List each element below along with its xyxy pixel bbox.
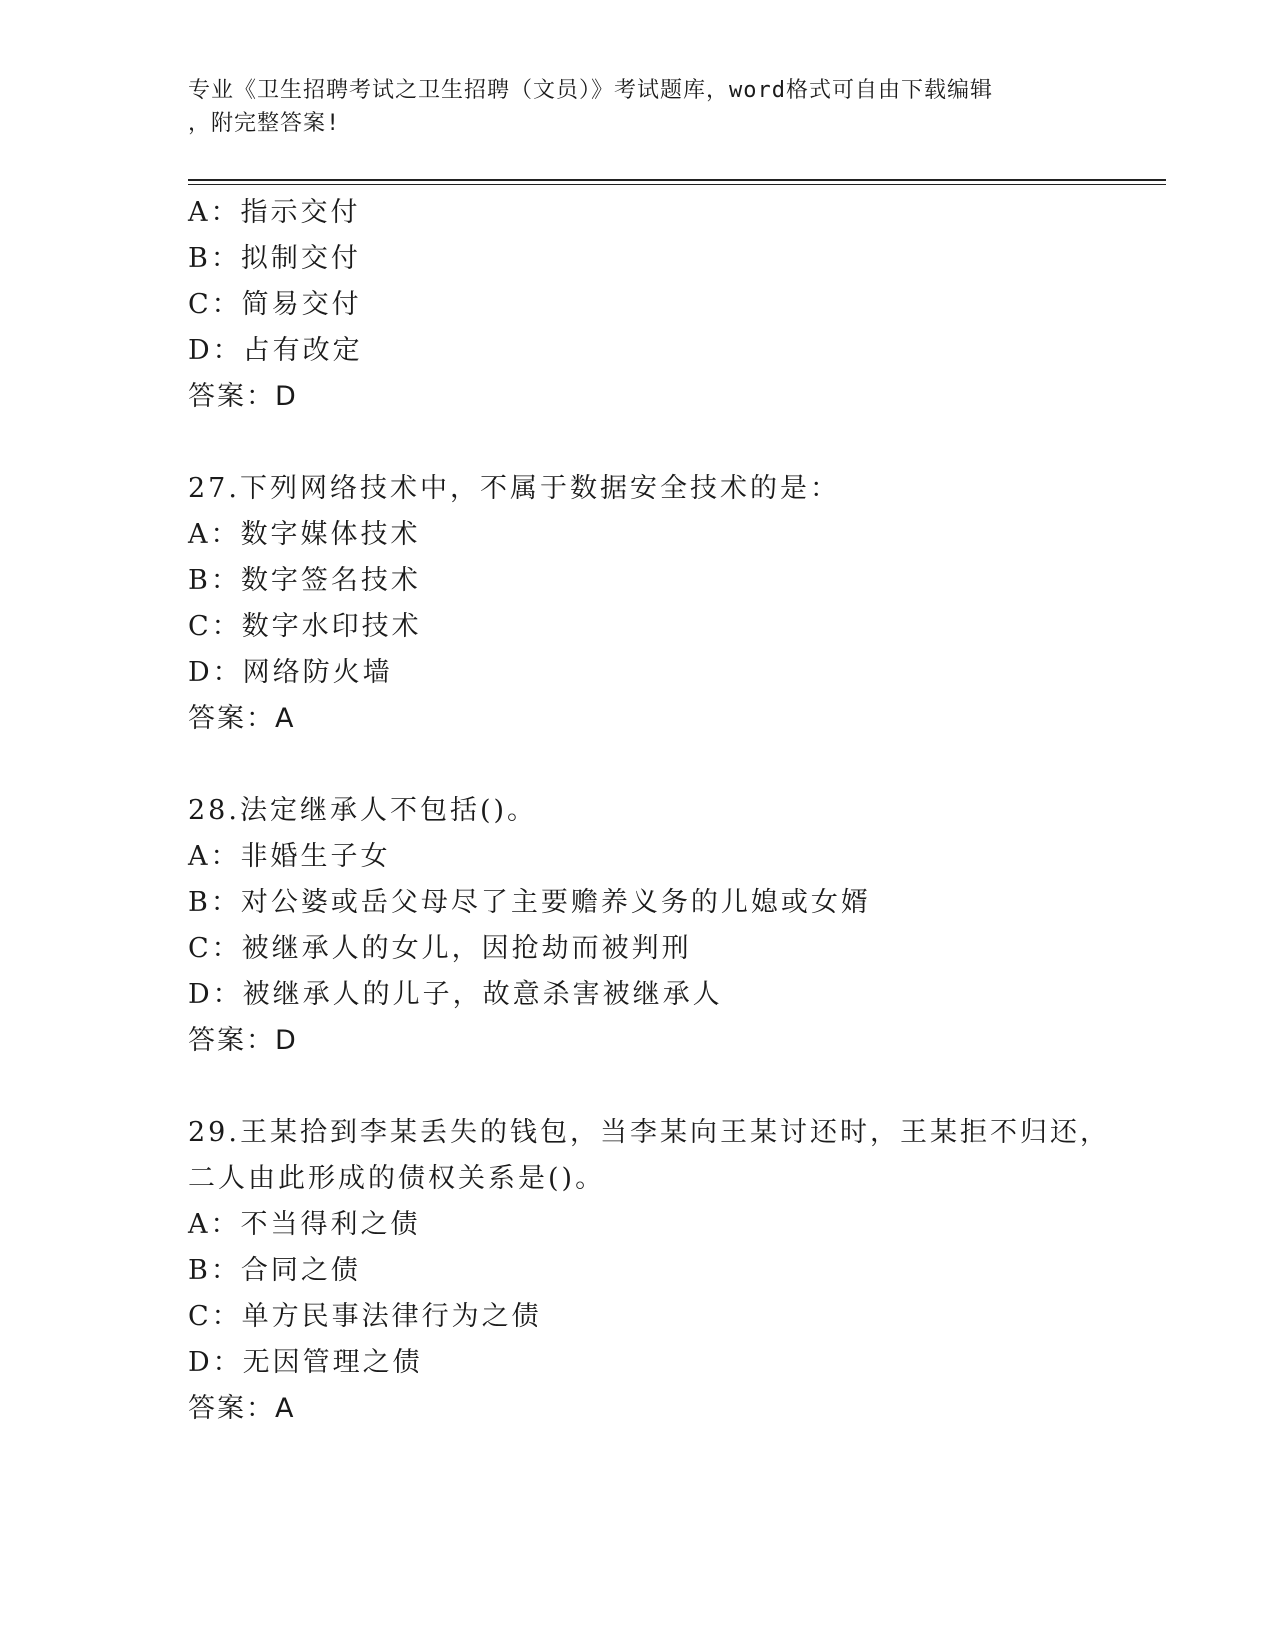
question-29 bbox=[188, 1110, 1168, 1432]
question-26-continued bbox=[188, 190, 1168, 420]
question-stem: 27.下列网络技术中，不属于数据安全技术的是： bbox=[188, 473, 840, 504]
option-b: B：合同之债 bbox=[188, 1255, 361, 1286]
question-stem: 28.法定继承人不包括()。 bbox=[188, 795, 538, 826]
document-header bbox=[188, 74, 1088, 140]
option-c: C：数字水印技术 bbox=[188, 611, 422, 642]
answer: 答案：D bbox=[188, 1025, 298, 1056]
option-d: D：网络防火墙 bbox=[188, 657, 393, 688]
option-a: A：不当得利之债 bbox=[188, 1209, 421, 1240]
option-a: A：非婚生子女 bbox=[188, 841, 391, 872]
option-c: C：简易交付 bbox=[188, 289, 362, 320]
option-c: C：被继承人的女儿，因抢劫而被判刑 bbox=[188, 933, 692, 964]
option-c: C：单方民事法律行为之债 bbox=[188, 1301, 542, 1332]
header-line-2: ，附完整答案! bbox=[188, 111, 341, 136]
answer: 答案：A bbox=[188, 703, 296, 734]
question-stem-line-2: 二人由此形成的债权关系是()。 bbox=[188, 1163, 606, 1194]
option-a: A：数字媒体技术 bbox=[188, 519, 421, 550]
header-line-1: 专业《卫生招聘考试之卫生招聘（文员）》考试题库，word格式可自由下载编辑 bbox=[188, 78, 993, 103]
header-rule-thin bbox=[188, 184, 1166, 185]
option-d: D：无因管理之债 bbox=[188, 1347, 423, 1378]
question-stem-line-1: 29.王某拾到李某丢失的钱包，当李某向王某讨还时，王某拒不归还， bbox=[188, 1117, 1110, 1148]
question-28 bbox=[188, 788, 1168, 1064]
option-b: B：数字签名技术 bbox=[188, 565, 421, 596]
option-a: A：指示交付 bbox=[188, 197, 361, 228]
option-d: D：占有改定 bbox=[188, 335, 363, 366]
question-list bbox=[188, 190, 1168, 1432]
option-d: D：被继承人的儿子，故意杀害被继承人 bbox=[188, 979, 723, 1010]
answer: 答案：A bbox=[188, 1393, 296, 1424]
question-27 bbox=[188, 466, 1168, 742]
option-b: B：拟制交付 bbox=[188, 243, 361, 274]
option-b: B：对公婆或岳父母尽了主要赡养义务的儿媳或女婿 bbox=[188, 887, 871, 918]
answer: 答案：D bbox=[188, 381, 298, 412]
header-rule-thick bbox=[188, 179, 1166, 181]
